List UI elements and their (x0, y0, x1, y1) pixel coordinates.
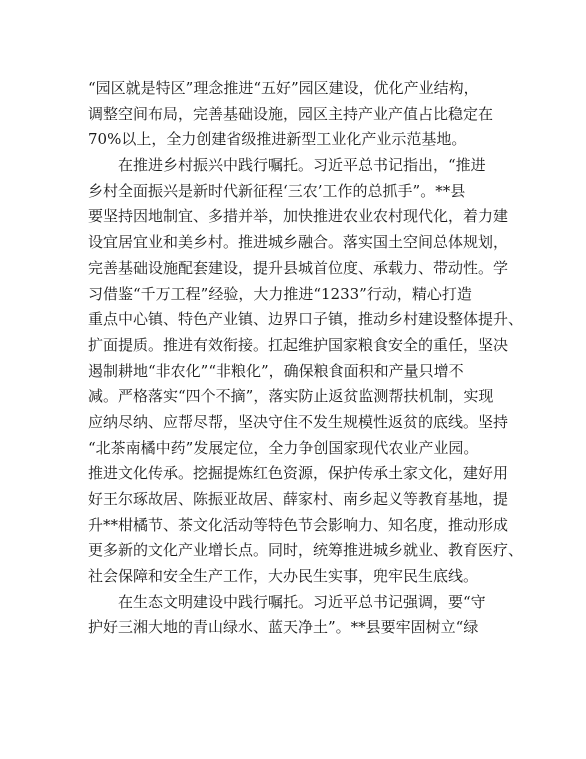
text-line: 调整空间布局，完善基础设施，园区主持产业产值占比稳定在 (88, 104, 494, 123)
text-line: 70%以上，全力创建省级推进新型工业化产业示范基地。 (88, 130, 467, 149)
paragraph-heading-line: 在推进乡村振兴中践行嘱托。习近平总书记指出，“推进 (118, 156, 486, 175)
text-line: 减。严格落实“四个不摘”，落实防止返贫监测帮扶机制，实现 (88, 387, 494, 406)
text-line: 完善基础设施配套建设，提升县城首位度、承载力、带动性。学 (88, 258, 509, 277)
text-line: 好王尔琢故居、陈振亚故居、薛家村、南乡起义等教育基地，提 (88, 490, 509, 508)
text-line: 推进文化传承。挖掘提炼红色资源，保护传承土家文化，建好用 (88, 464, 509, 483)
text-line: 遏制耕地“非农化”“非粮化”，确保粮食面积和产量只增不 (88, 361, 464, 380)
text-line: “园区就是特区”理念推进“五好”园区建设，优化产业结构， (88, 79, 479, 97)
text-line: 乡村全面振兴是新时代新征程‘三农’工作的总抓手”。**县 (88, 181, 466, 200)
text-line: 社会保障和安全生产工作，大办民生实事，兜牢民生底线。 (88, 567, 479, 586)
text-line: 设宜居宜业和美乡村。推进城乡融合。落实国土空间总体规划， (88, 233, 509, 252)
text-line: 要坚持因地制宜、多措并举，加快推进农业农村现代化，着力建 (88, 207, 509, 226)
text-line: 习借鉴“千万工程”经验，大力推进“1233”行动，精心打造 (88, 284, 472, 303)
text-line: 扩面提质。推进有效衔接。扛起维护国家粮食安全的重任，坚决 (88, 335, 509, 354)
text-line: “北茶南橘中药”发展定位，全力争创国家现代农业产业园。 (88, 438, 479, 457)
text-line: 重点中心镇、特色产业镇、边界口子镇，推动乡村建设整体提升、 (88, 310, 524, 329)
paragraph-heading-line: 在生态文明建设中践行嘱托。习近平总书记强调，要“守 (118, 592, 486, 611)
text-line: 应纳尽纳、应帮尽帮，坚决守住不发生规模性返贫的底线。坚持 (88, 412, 509, 431)
text-line: 升**柑橘节、茶文化活动等特色节会影响力、知名度，推动形成 (88, 515, 509, 534)
body-text (88, 76, 524, 641)
text-line: 更多新的文化产业增长点。同时，统筹推进城乡就业、教育医疗、 (88, 541, 524, 560)
text-line: 护好三湘大地的青山绿水、蓝天净土”。**县要牢固树立“绿 (88, 618, 479, 637)
